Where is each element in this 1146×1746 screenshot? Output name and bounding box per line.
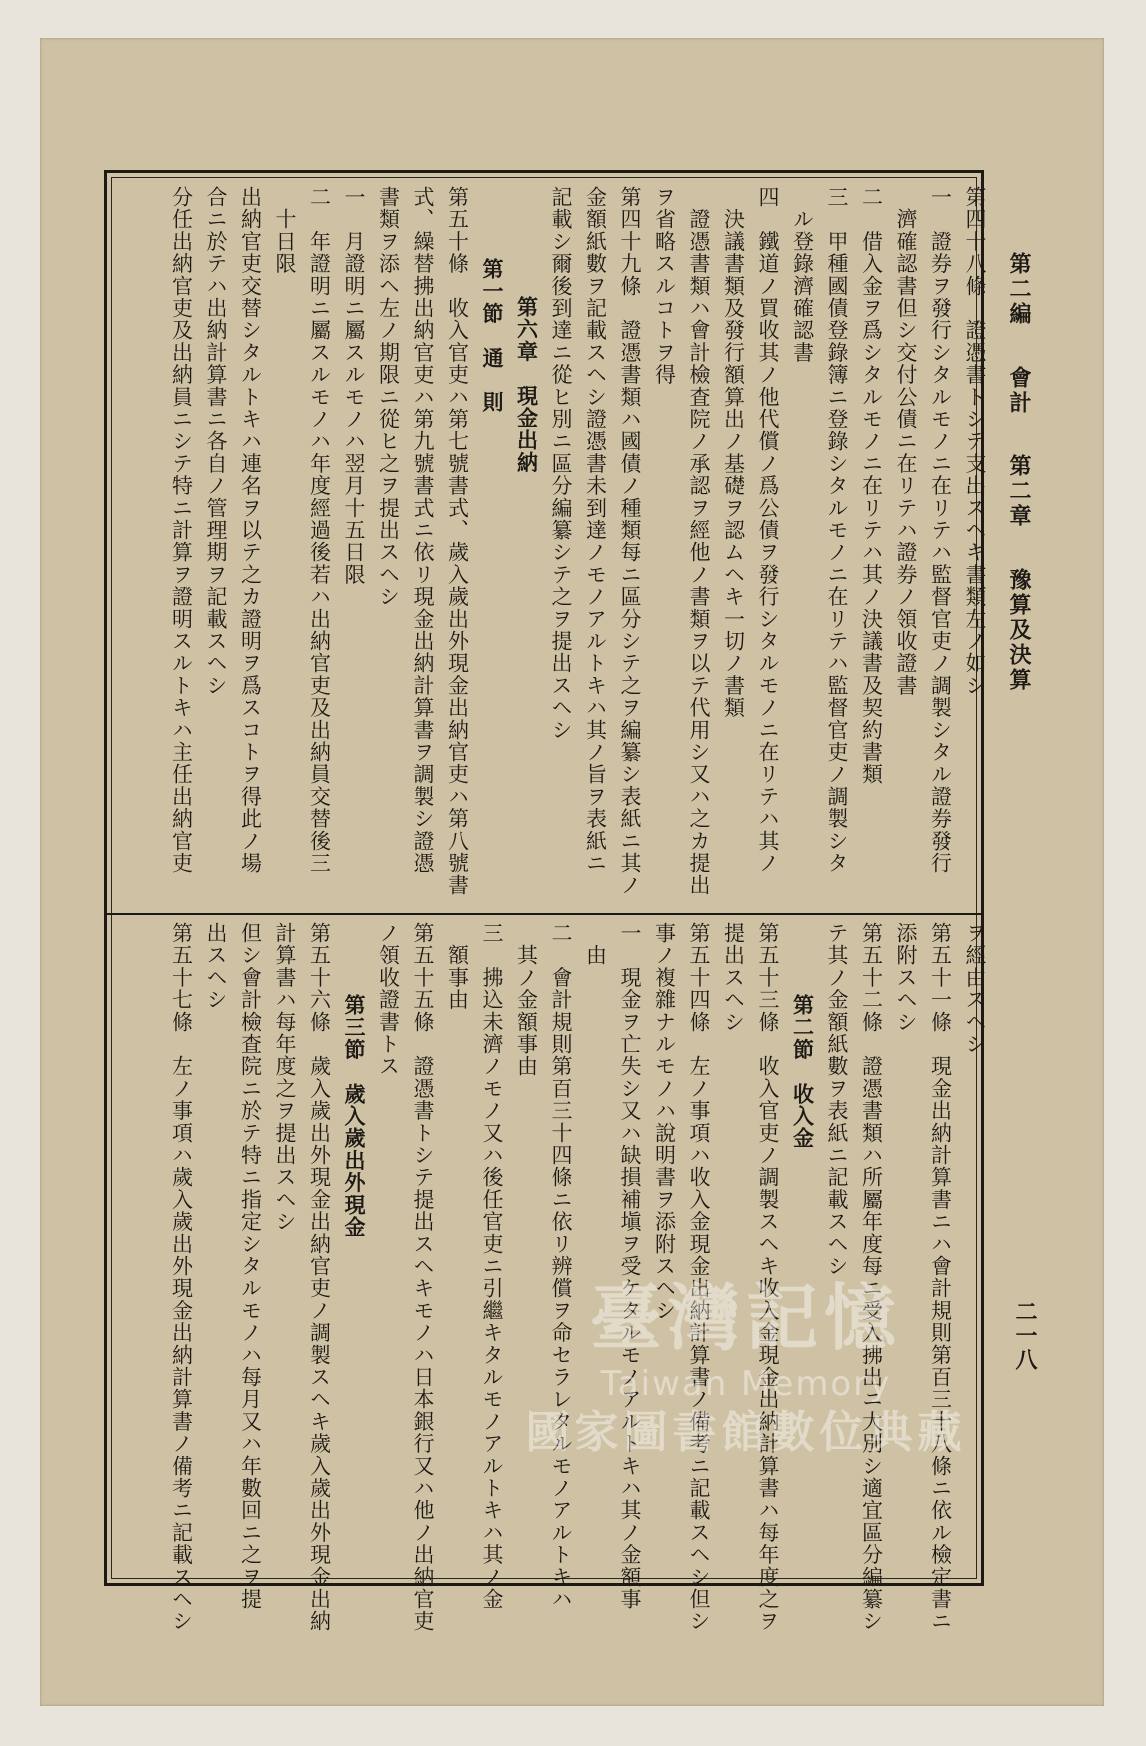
text-line: テ其ノ金額紙數ヲ表紙ニ記載スヘシ [825, 922, 849, 1278]
text-line: 計算書ハ每年度之ヲ提出スヘシ [273, 922, 297, 1233]
text-line: 事ノ複雜ナルモノハ說明書ヲ添附スヘシ [652, 922, 677, 1322]
text-line: 式、繰替拂出納官吏ハ第九號書式ニ依リ現金出納計算書ヲ調製シ證憑 [411, 186, 435, 875]
text-line: 第五十條 收入官吏ハ第七號書式、歲入歲出外現金出納官吏ハ第八號書 [445, 186, 470, 897]
page-number: 二一八 [1012, 1300, 1038, 1372]
text-line: 第四十八條 證憑書トシテ支出スヘキ書類左ノ如シ [963, 186, 987, 697]
text-line: ル登錄濟確認書 [790, 186, 815, 364]
half-divider-rule [107, 913, 981, 915]
text-line: 金額紙數ヲ記載スヘシ證憑書未到達ノモノアルトキハ其ノ旨ヲ表紙ニ [583, 186, 608, 875]
text-line: 額事由 [445, 922, 470, 1011]
watermark-title: 臺灣記憶 [589, 1275, 902, 1360]
text-line: ヲ經由スヘシ [963, 922, 987, 1056]
section-heading: 第一節 通 則 [480, 258, 505, 414]
text-line: 但シ會計檢査院ニ於テ特ニ指定シタルモノハ每月又ハ年數回ニ之ヲ提 [238, 922, 263, 1611]
text-line: 四 鐵道ノ買收其ノ他代償ノ爲公債ヲ發行シタルモノニ在リテハ其ノ [756, 186, 780, 875]
text-line: 二 借入金ヲ爲シタルモノニ在リテハ其ノ決議書及契約書類 [859, 186, 884, 786]
text-line: 分任出納官吏及出納員ニシテ特ニ計算ヲ證明スルトキハ主任出納官吏 [169, 186, 194, 875]
text-line: 三 甲種國債登錄簿ニ登錄シタルモノニ在リテハ監督官吏ノ調製シタ [825, 186, 849, 875]
chapter-heading: 第六章 現金出納 [514, 296, 540, 474]
text-line: 出納官吏交替シタルトキハ連名ヲ以テ之カ證明ヲ爲スコトヲ得此ノ場 [238, 186, 263, 875]
text-line: 第五十一條 現金出納計算書ニハ會計規則第百三十八條ニ依ル檢定書ニ [928, 922, 953, 1633]
text-line: 由 [583, 922, 608, 967]
text-line: ヲ省略スルコトヲ得 [652, 186, 677, 386]
text-line: 添附スヘシ [894, 922, 918, 1033]
text-line: 其ノ金額事由 [514, 922, 539, 1078]
text-line: 合ニ於テハ出納計算書ニ各自ノ管理期ヲ記載スヘシ [204, 186, 228, 697]
text-line: 證憑書類ハ會計檢査院ノ承認ヲ經他ノ書類ヲ以テ代用シ又ハ之カ提出 [687, 186, 711, 897]
text-line: 第五十三條 收入官吏ノ調製スヘキ收入金現金出納計算書ハ每年度之ヲ [756, 922, 780, 1633]
running-head [1006, 252, 1032, 721]
text-line: 出スヘシ [204, 922, 228, 1011]
text-line: 一 月證明ニ屬スルモノハ翌月十五日限 [342, 186, 366, 586]
running-head-part: 會計 [1006, 365, 1032, 416]
text-line: 二 年證明ニ屬スルモノハ年度經過後若ハ出納官吏及出納員交替後三 [307, 186, 332, 875]
text-line: 第四十九條 證憑書類ハ國債ノ種類每ニ區分シテ之ヲ編纂シ表紙ニ其ノ [618, 186, 642, 897]
text-line: ノ領收證書トス [376, 922, 401, 1078]
scanned-page [40, 38, 1104, 1706]
running-head-part: 第二編 [1006, 252, 1032, 327]
section-heading: 第三節 歲入歲出外現金 [342, 994, 367, 1239]
upper-text-block [164, 186, 992, 897]
text-line: 第五十二條 證憑書類ハ所屬年度每ニ受入拂出ニ大別シ適宜區分編纂シ [859, 922, 884, 1633]
running-head-part: 豫算及決算 [1006, 568, 1032, 694]
lower-text-block [164, 922, 992, 1633]
text-line: 一 證券ヲ發行シタルモノニ在リテハ監督官吏ノ調製シタル證券發行 [928, 186, 953, 875]
text-line: 記載シ爾後到達ニ從ヒ別ニ區分編纂シテ之ヲ提出スヘシ [549, 186, 573, 741]
text-line: 第五十七條 左ノ事項ハ歲入歲出外現金出納計算書ノ備考ニ記載スヘシ [169, 922, 194, 1633]
text-line: 提出スヘシ [721, 922, 746, 1033]
text-line: 決議書類及發行額算出ノ基礎ヲ認ムヘキ一切ノ書類 [721, 186, 746, 719]
text-line: 第五十四條 左ノ事項ハ收入金現金出納計算書ノ備考ニ記載スヘシ但シ [687, 922, 711, 1633]
watermark-institution: 國家圖書館數位典藏 [525, 1407, 967, 1458]
text-line: 二 會計規則第百三十四條ニ依リ辨償ヲ命セラレタルモノアルトキハ [549, 922, 573, 1611]
text-line: 第五十五條 證憑書トシテ提出スヘキモノハ日本銀行又ハ他ノ出納官吏 [411, 922, 435, 1633]
text-line: 濟確認書但シ交付公債ニ在リテハ證券ノ領收證書 [894, 186, 918, 697]
text-line: 第五十六條 歲入歲出外現金出納官吏ノ調製スヘキ歲入歲出外現金出納 [307, 922, 332, 1633]
text-line: 三 拂込未濟ノモノ又ハ後任官吏ニ引繼キタルモノアルトキハ其ノ金 [480, 922, 504, 1611]
section-heading: 第二節 收入金 [790, 994, 816, 1150]
text-line: 書類ヲ添ヘ左ノ期限ニ從ヒ之ヲ提出スヘシ [376, 186, 401, 608]
text-line: 十日限 [273, 186, 297, 275]
text-line: 一 現金ヲ亡失シ又ハ缺損補塡ヲ受ケタルモノアルトキハ其ノ金額事 [618, 922, 642, 1611]
running-head-part: 第二章 [1006, 454, 1032, 530]
watermark-english: Taiwan Memory [600, 1364, 892, 1404]
